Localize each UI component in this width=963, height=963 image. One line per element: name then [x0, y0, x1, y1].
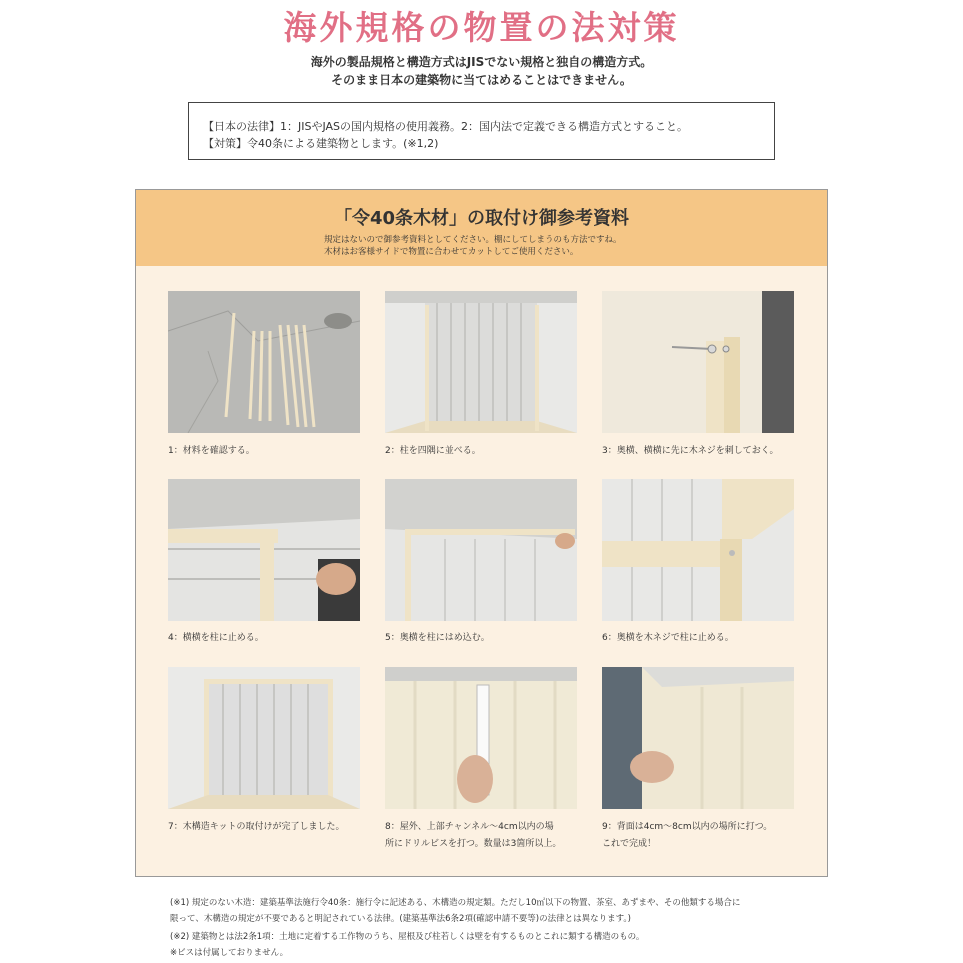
step-photo-4 — [168, 479, 360, 621]
footnote-1: (※1) 規定のない木造：建築基準法施行令40条：施行令に記述ある、木構造の規定類。ただし10㎡以下の物置、茶室、あずまや、その他類する場合に — [170, 898, 741, 908]
step-caption-6: 6：奥横を木ネジで柱に止める。 — [602, 633, 734, 643]
reference-panel — [135, 189, 828, 877]
step-caption-2: 2：柱を四隅に並べる。 — [385, 446, 481, 456]
lead-line-1: 海外の製品規格と構造方式はJISでない規格と独自の構造方式。 — [310, 55, 653, 69]
step-caption-3: 3：奥横、横横に先に木ネジを刺しておく。 — [602, 446, 779, 456]
reference-header — [136, 190, 827, 266]
reference-title: 「令40条木材」の取付け御参考資料 — [333, 208, 630, 229]
reference-subtitle-2: 木材はお客様サイドで物置に合わせてカットしてご使用ください。 — [324, 247, 579, 257]
step-caption-4: 4：横横を柱に止める。 — [168, 633, 264, 643]
step-caption-5: 5：奥横を柱にはめ込む。 — [385, 633, 490, 643]
step-caption-7: 7：木構造キットの取付けが完了しました。 — [168, 822, 345, 832]
step-photo-6 — [602, 479, 794, 621]
lead-line-2: そのまま日本の建築物に当てはめることはできません。 — [331, 73, 632, 87]
page-title: 海外規格の物置の法対策 — [283, 8, 680, 47]
step-photo-2 — [385, 291, 577, 433]
law-box-line-1: 【日本の法律】1：JISやJASの国内規格の使用義務。2：国内法で定義できる構造方式とすること。 — [203, 120, 689, 133]
step-photo-7 — [168, 667, 360, 809]
step-photo-9 — [602, 667, 794, 809]
footnote-3: ※ビスは付属しておりません。 — [170, 948, 289, 958]
step-caption-1: 1：材料を確認する。 — [168, 446, 255, 456]
reference-subtitle-1: 規定はないので御参考資料としてください。棚にしてしまうのも方法ですね。 — [324, 235, 622, 245]
law-box-line-2: 【対策】令40条による建築物とします。(※1,2) — [203, 137, 439, 150]
step-photo-5 — [385, 479, 577, 621]
step-photo-3 — [602, 291, 794, 433]
step-caption-8: 8：屋外、上部チャンネル～4cm以内の場 所にドリルビスを打つ。数量は3箇所以上。 — [385, 822, 562, 849]
step-photo-1 — [168, 291, 360, 433]
footnote-1-cont: 限って、木構造の規定が不要であると明記されている法律。(建築基準法6条2項(確認申請不要等)の法律とは異なります。) — [170, 914, 631, 924]
footnote-2: (※2) 建築物とは法2条1項：土地に定着する工作物のうち、屋根及び柱若しくは壁を有するものとこれに類する構造のもの。 — [170, 932, 645, 942]
step-photo-8 — [385, 667, 577, 809]
step-caption-9: 9：背面は4cm～8cm以内の場所に打つ。 これで完成！ — [602, 822, 773, 849]
law-box — [188, 102, 775, 160]
